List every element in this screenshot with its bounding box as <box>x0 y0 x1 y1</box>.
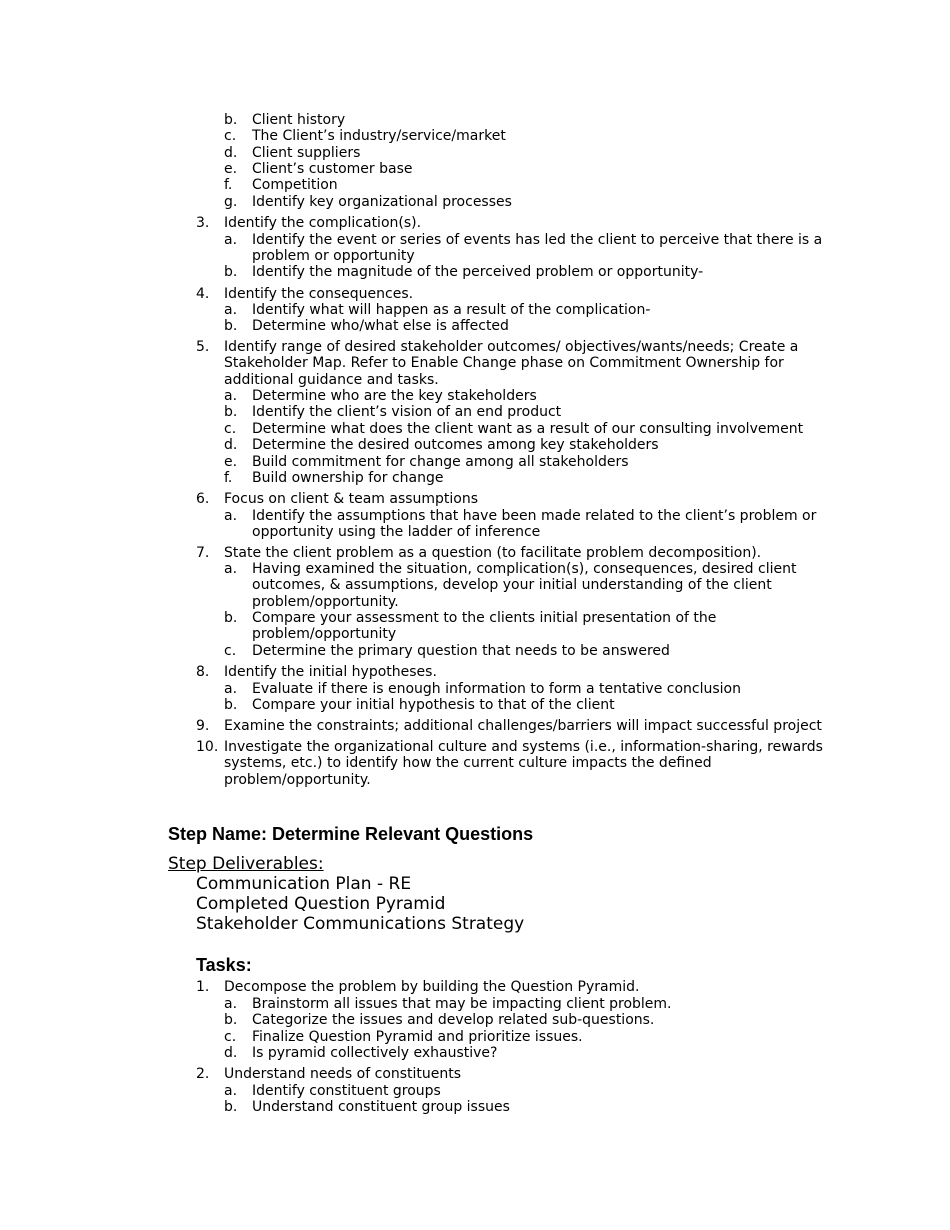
list-marker: f. <box>224 177 233 193</box>
list-item: Understand constituent group issues <box>252 1099 510 1115</box>
list-item: Client history <box>252 112 346 128</box>
list-marker: b. <box>224 697 238 713</box>
list-item: Determine what does the client want as a result of our consulting involvement <box>252 421 804 437</box>
list-marker: c. <box>224 1029 237 1045</box>
deliverable-item: Communication Plan - RE <box>196 874 412 894</box>
list-item: Determine the primary question that needs to be answered <box>252 643 670 659</box>
list-marker: 5. <box>196 339 210 355</box>
list-marker: b. <box>224 112 238 128</box>
list-marker: a. <box>224 232 238 248</box>
list-marker: a. <box>224 561 238 577</box>
list-item: Competition <box>252 177 338 193</box>
list-marker: a. <box>224 996 238 1012</box>
list-marker: a. <box>224 508 238 524</box>
list-marker: d. <box>224 145 238 161</box>
list-marker: g. <box>224 194 238 210</box>
list-item: Client’s customer base <box>252 161 413 177</box>
list-marker: a. <box>224 681 238 697</box>
list-item: Understand needs of constituents <box>224 1066 462 1082</box>
list-marker: 3. <box>196 215 210 231</box>
list-item: Identify the client’s vision of an end product <box>252 404 562 420</box>
list-item: Compare your assessment to the clients initial presentation of the problem/opportunity <box>252 610 717 643</box>
list-marker: b. <box>224 264 238 280</box>
list-marker: c. <box>224 643 237 659</box>
list-marker: c. <box>224 421 237 437</box>
list-marker: 1. <box>196 979 210 995</box>
list-item: Identify constituent groups <box>252 1083 441 1099</box>
list-item: Identify range of desired stakeholder outcomes/ objectives/wants/needs; Create a Stakeholder Map. Refer to Enable Change phase on Commitment Ownership for additional guidance and tasks. <box>224 339 799 388</box>
list-marker: 6. <box>196 491 210 507</box>
list-marker: d. <box>224 437 238 453</box>
list-marker: e. <box>224 161 238 177</box>
list-item: Categorize the issues and develop related sub-questions. <box>252 1012 655 1028</box>
step-heading: Step Name: Determine Relevant Questions <box>168 824 534 844</box>
list-item: Build ownership for change <box>252 470 444 486</box>
list-marker: b. <box>224 318 238 334</box>
deliverable-item: Completed Question Pyramid <box>196 894 446 914</box>
list-marker: 8. <box>196 664 210 680</box>
list-item: Evaluate if there is enough information to form a tentative conclusion <box>252 681 741 697</box>
tasks-heading: Tasks: <box>196 955 252 975</box>
list-item: Determine who are the key stakeholders <box>252 388 537 404</box>
list-marker: a. <box>224 1083 238 1099</box>
list-marker: b. <box>224 404 238 420</box>
list-item: Focus on client & team assumptions <box>224 491 479 507</box>
list-item: Build commitment for change among all stakeholders <box>252 454 629 470</box>
list-marker: c. <box>224 128 237 144</box>
list-marker: d. <box>224 1045 238 1061</box>
deliverables-label: Step Deliverables: <box>168 854 324 874</box>
list-marker: b. <box>224 610 238 626</box>
list-item: State the client problem as a question (to facilitate problem decomposition). <box>224 545 762 561</box>
list-item: Identify the event or series of events has led the client to perceive that there is a problem or opportunity <box>252 232 823 265</box>
list-item: Brainstorm all issues that may be impacting client problem. <box>252 996 672 1012</box>
list-item: Identify the complication(s). <box>224 215 422 231</box>
list-item: Examine the constraints; additional challenges/barriers will impact successful project <box>224 718 822 734</box>
list-marker: f. <box>224 470 233 486</box>
list-item: Is pyramid collectively exhaustive? <box>252 1045 498 1061</box>
list-item: Identify the consequences. <box>224 286 414 302</box>
list-item: Identify the magnitude of the perceived problem or opportunity- <box>252 264 704 280</box>
list-marker: b. <box>224 1012 238 1028</box>
list-item: Having examined the situation, complication(s), consequences, desired client outcomes, & assumptions, develop your initial understanding of the client problem/opportunity. <box>252 561 797 610</box>
list-item: Investigate the organizational culture and systems (i.e., information-sharing, rewards systems, etc.) to identify how the current culture impacts the defined problem/opportunity. <box>224 739 823 788</box>
list-item: Identify what will happen as a result of the complication- <box>252 302 651 318</box>
list-marker: 2. <box>196 1066 210 1082</box>
list-item: Identify the assumptions that have been made related to the client’s problem or opportunity using the ladder of inference <box>252 508 817 541</box>
list-marker: 4. <box>196 286 210 302</box>
list-marker: a. <box>224 302 238 318</box>
list-item: Identify key organizational processes <box>252 194 512 210</box>
list-marker: 7. <box>196 545 210 561</box>
list-item: Determine who/what else is affected <box>252 318 509 334</box>
list-marker: a. <box>224 388 238 404</box>
deliverable-item: Stakeholder Communications Strategy <box>196 914 525 934</box>
list-item: Determine the desired outcomes among key stakeholders <box>252 437 659 453</box>
list-item: Client suppliers <box>252 145 361 161</box>
list-marker: e. <box>224 454 238 470</box>
list-item: The Client’s industry/service/market <box>252 128 506 144</box>
list-item: Finalize Question Pyramid and prioritize issues. <box>252 1029 583 1045</box>
list-item: Compare your initial hypothesis to that of the client <box>252 697 615 713</box>
list-marker: b. <box>224 1099 238 1115</box>
list-item: Decompose the problem by building the Question Pyramid. <box>224 979 640 995</box>
list-item: Identify the initial hypotheses. <box>224 664 437 680</box>
list-marker: 10. <box>196 739 219 755</box>
list-marker: 9. <box>196 718 210 734</box>
